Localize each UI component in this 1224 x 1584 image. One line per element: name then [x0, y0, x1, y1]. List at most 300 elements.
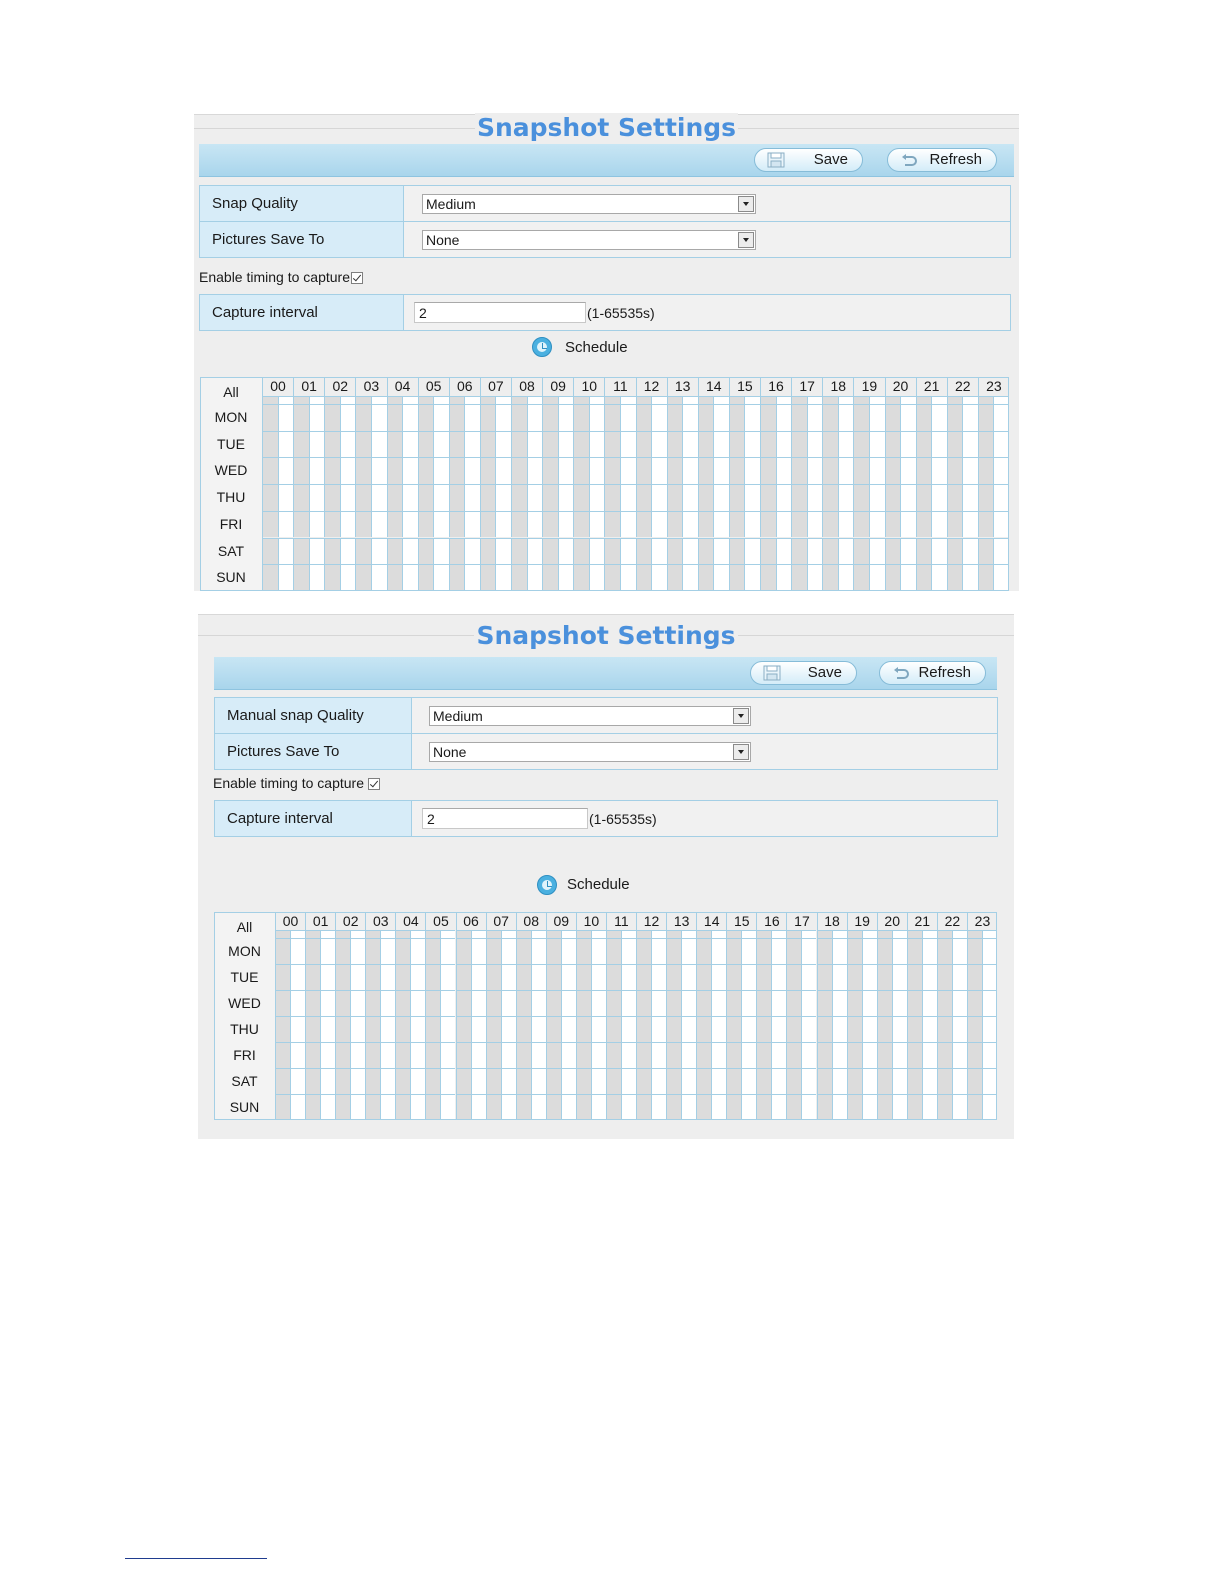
schedule-header-cell[interactable]	[900, 396, 916, 404]
snap-quality-select[interactable]	[422, 194, 756, 214]
schedule-cell[interactable]	[464, 404, 480, 431]
schedule-cell[interactable]	[573, 564, 589, 591]
schedule-cell[interactable]	[847, 990, 862, 1016]
schedule-header-cell[interactable]	[726, 930, 741, 938]
schedule-cell[interactable]	[801, 1016, 816, 1042]
schedule-cell[interactable]	[278, 431, 294, 458]
schedule-hour-01[interactable]: 01	[305, 912, 335, 930]
schedule-cell[interactable]	[395, 1016, 410, 1042]
schedule-header-cell[interactable]	[305, 930, 320, 938]
schedule-cell[interactable]	[558, 564, 574, 591]
schedule-cell[interactable]	[275, 1016, 290, 1042]
schedule-hour-05[interactable]: 05	[418, 377, 449, 396]
schedule-cell[interactable]	[275, 964, 290, 990]
schedule-cell[interactable]	[947, 484, 963, 511]
schedule-cell[interactable]	[418, 511, 434, 538]
schedule-cell[interactable]	[620, 404, 636, 431]
schedule-cell[interactable]	[698, 538, 714, 565]
schedule-cell[interactable]	[651, 964, 666, 990]
schedule-cell[interactable]	[817, 1016, 832, 1042]
schedule-cell[interactable]	[760, 564, 776, 591]
schedule-cell[interactable]	[425, 1068, 440, 1094]
schedule-cell[interactable]	[817, 1068, 832, 1094]
schedule-cell[interactable]	[350, 1094, 365, 1120]
schedule-header-cell[interactable]	[982, 930, 997, 938]
schedule-cell[interactable]	[604, 538, 620, 565]
schedule-cell[interactable]	[573, 484, 589, 511]
schedule-hour-10[interactable]: 10	[576, 912, 606, 930]
schedule-cell[interactable]	[495, 564, 511, 591]
schedule-cell[interactable]	[293, 404, 309, 431]
schedule-cell[interactable]	[822, 431, 838, 458]
schedule-cell[interactable]	[651, 990, 666, 1016]
schedule-cell[interactable]	[561, 964, 576, 990]
schedule-header-cell[interactable]	[931, 396, 947, 404]
schedule-cell[interactable]	[741, 990, 756, 1016]
schedule-cell[interactable]	[395, 1042, 410, 1068]
schedule-header-cell[interactable]	[947, 396, 963, 404]
schedule-cell[interactable]	[666, 1068, 681, 1094]
schedule-cell[interactable]	[531, 964, 546, 990]
schedule-cell[interactable]	[371, 511, 387, 538]
schedule-cell[interactable]	[847, 1042, 862, 1068]
schedule-cell[interactable]	[869, 404, 885, 431]
schedule-hour-20[interactable]: 20	[877, 912, 907, 930]
schedule-cell[interactable]	[558, 484, 574, 511]
schedule-cell[interactable]	[681, 1068, 696, 1094]
schedule-day-thu[interactable]: THU	[230, 1021, 259, 1037]
schedule-hour-09[interactable]: 09	[542, 377, 573, 396]
schedule-cell[interactable]	[776, 564, 792, 591]
schedule-cell[interactable]	[501, 1042, 516, 1068]
schedule-cell[interactable]	[501, 1068, 516, 1094]
schedule-cell[interactable]	[410, 990, 425, 1016]
schedule-header-cell[interactable]	[589, 396, 605, 404]
schedule-cell[interactable]	[729, 457, 745, 484]
schedule-cell[interactable]	[666, 1016, 681, 1042]
schedule-cell[interactable]	[931, 564, 947, 591]
schedule-header-cell[interactable]	[962, 396, 978, 404]
schedule-header-cell[interactable]	[591, 930, 606, 938]
schedule-cell[interactable]	[440, 1042, 455, 1068]
schedule-cell[interactable]	[324, 538, 340, 565]
schedule-header-cell[interactable]	[907, 930, 922, 938]
schedule-cell[interactable]	[387, 431, 403, 458]
schedule-cell[interactable]	[922, 1094, 937, 1120]
schedule-cell[interactable]	[822, 564, 838, 591]
schedule-cell[interactable]	[869, 457, 885, 484]
schedule-cell[interactable]	[696, 1042, 711, 1068]
schedule-cell[interactable]	[433, 404, 449, 431]
schedule-cell[interactable]	[729, 431, 745, 458]
schedule-cell[interactable]	[916, 511, 932, 538]
schedule-header-cell[interactable]	[350, 930, 365, 938]
schedule-cell[interactable]	[433, 484, 449, 511]
schedule-cell[interactable]	[916, 404, 932, 431]
schedule-header-cell[interactable]	[604, 396, 620, 404]
schedule-cell[interactable]	[967, 990, 982, 1016]
schedule-cell[interactable]	[501, 1094, 516, 1120]
schedule-cell[interactable]	[711, 1016, 726, 1042]
schedule-cell[interactable]	[807, 538, 823, 565]
schedule-cell[interactable]	[726, 1068, 741, 1094]
schedule-header-cell[interactable]	[395, 930, 410, 938]
schedule-header-cell[interactable]	[916, 396, 932, 404]
schedule-cell[interactable]	[410, 1094, 425, 1120]
schedule-cell[interactable]	[320, 990, 335, 1016]
schedule-cell[interactable]	[350, 938, 365, 964]
schedule-cell[interactable]	[558, 538, 574, 565]
schedule-header-cell[interactable]	[471, 930, 486, 938]
schedule-cell[interactable]	[636, 990, 651, 1016]
schedule-cell[interactable]	[862, 1042, 877, 1068]
schedule-cell[interactable]	[636, 538, 652, 565]
schedule-cell[interactable]	[620, 538, 636, 565]
schedule-hour-05[interactable]: 05	[425, 912, 455, 930]
schedule-cell[interactable]	[275, 938, 290, 964]
schedule-cell[interactable]	[456, 1094, 471, 1120]
save-button[interactable]	[750, 661, 857, 685]
schedule-cell[interactable]	[817, 1042, 832, 1068]
schedule-cell[interactable]	[471, 1094, 486, 1120]
schedule-cell[interactable]	[305, 1016, 320, 1042]
schedule-cell[interactable]	[589, 404, 605, 431]
schedule-header-cell[interactable]	[464, 396, 480, 404]
schedule-cell[interactable]	[667, 431, 683, 458]
schedule-cell[interactable]	[892, 1068, 907, 1094]
schedule-cell[interactable]	[449, 564, 465, 591]
capture-interval-input[interactable]	[422, 808, 588, 829]
schedule-cell[interactable]	[309, 431, 325, 458]
schedule-cell[interactable]	[589, 564, 605, 591]
schedule-cell[interactable]	[922, 964, 937, 990]
schedule-cell[interactable]	[387, 404, 403, 431]
schedule-header-cell[interactable]	[561, 930, 576, 938]
schedule-cell[interactable]	[993, 484, 1009, 511]
schedule-cell[interactable]	[527, 431, 543, 458]
schedule-cell[interactable]	[756, 938, 771, 964]
schedule-cell[interactable]	[741, 1042, 756, 1068]
schedule-cell[interactable]	[305, 964, 320, 990]
schedule-cell[interactable]	[667, 538, 683, 565]
schedule-cell[interactable]	[711, 990, 726, 1016]
schedule-header-cell[interactable]	[355, 396, 371, 404]
schedule-cell[interactable]	[760, 484, 776, 511]
schedule-day-fri[interactable]: FRI	[219, 515, 243, 532]
schedule-cell[interactable]	[262, 538, 278, 565]
schedule-cell[interactable]	[395, 990, 410, 1016]
schedule-cell[interactable]	[290, 1016, 305, 1042]
schedule-cell[interactable]	[681, 1094, 696, 1120]
schedule-cell[interactable]	[952, 1016, 967, 1042]
schedule-cell[interactable]	[713, 431, 729, 458]
schedule-cell[interactable]	[791, 484, 807, 511]
schedule-cell[interactable]	[516, 938, 531, 964]
schedule-cell[interactable]	[305, 990, 320, 1016]
schedule-cell[interactable]	[636, 1016, 651, 1042]
schedule-cell[interactable]	[853, 538, 869, 565]
schedule-cell[interactable]	[275, 1068, 290, 1094]
schedule-cell[interactable]	[636, 404, 652, 431]
schedule-cell[interactable]	[449, 404, 465, 431]
schedule-cell[interactable]	[832, 1042, 847, 1068]
schedule-cell[interactable]	[651, 1094, 666, 1120]
schedule-cell[interactable]	[682, 431, 698, 458]
schedule-cell[interactable]	[511, 564, 527, 591]
schedule-cell[interactable]	[651, 404, 667, 431]
schedule-hour-16[interactable]: 16	[760, 377, 791, 396]
schedule-cell[interactable]	[832, 1068, 847, 1094]
schedule-cell[interactable]	[604, 431, 620, 458]
schedule-cell[interactable]	[729, 564, 745, 591]
schedule-cell[interactable]	[305, 1042, 320, 1068]
schedule-header-cell[interactable]	[486, 930, 501, 938]
schedule-cell[interactable]	[681, 990, 696, 1016]
schedule-cell[interactable]	[760, 538, 776, 565]
schedule-cell[interactable]	[531, 938, 546, 964]
schedule-cell[interactable]	[278, 564, 294, 591]
schedule-cell[interactable]	[862, 990, 877, 1016]
schedule-cell[interactable]	[869, 484, 885, 511]
schedule-cell[interactable]	[620, 564, 636, 591]
schedule-cell[interactable]	[822, 538, 838, 565]
schedule-cell[interactable]	[380, 1094, 395, 1120]
schedule-cell[interactable]	[606, 1016, 621, 1042]
schedule-hour-12[interactable]: 12	[636, 912, 666, 930]
schedule-cell[interactable]	[651, 1042, 666, 1068]
schedule-cell[interactable]	[542, 538, 558, 565]
schedule-cell[interactable]	[937, 964, 952, 990]
schedule-header-cell[interactable]	[838, 396, 854, 404]
schedule-cell[interactable]	[698, 457, 714, 484]
schedule-cell[interactable]	[838, 484, 854, 511]
schedule-cell[interactable]	[320, 1042, 335, 1068]
schedule-cell[interactable]	[371, 564, 387, 591]
schedule-cell[interactable]	[293, 484, 309, 511]
schedule-cell[interactable]	[947, 538, 963, 565]
schedule-cell[interactable]	[729, 538, 745, 565]
schedule-cell[interactable]	[786, 1068, 801, 1094]
schedule-cell[interactable]	[402, 404, 418, 431]
schedule-cell[interactable]	[900, 431, 916, 458]
schedule-cell[interactable]	[501, 938, 516, 964]
schedule-cell[interactable]	[480, 457, 496, 484]
schedule-header-cell[interactable]	[335, 930, 350, 938]
schedule-cell[interactable]	[962, 511, 978, 538]
schedule-cell[interactable]	[776, 457, 792, 484]
schedule-hour-07[interactable]: 07	[480, 377, 511, 396]
schedule-cell[interactable]	[576, 1042, 591, 1068]
schedule-cell[interactable]	[776, 538, 792, 565]
schedule-header-cell[interactable]	[993, 396, 1009, 404]
schedule-cell[interactable]	[729, 404, 745, 431]
schedule-header-cell[interactable]	[516, 930, 531, 938]
schedule-cell[interactable]	[877, 1094, 892, 1120]
schedule-cell[interactable]	[516, 1094, 531, 1120]
schedule-cell[interactable]	[741, 1068, 756, 1094]
schedule-cell[interactable]	[711, 938, 726, 964]
schedule-cell[interactable]	[495, 457, 511, 484]
schedule-cell[interactable]	[807, 484, 823, 511]
schedule-header-cell[interactable]	[696, 930, 711, 938]
schedule-cell[interactable]	[711, 1094, 726, 1120]
schedule-cell[interactable]	[636, 1094, 651, 1120]
schedule-cell[interactable]	[305, 1068, 320, 1094]
manual-snap-quality-select[interactable]	[429, 706, 751, 726]
schedule-cell[interactable]	[320, 1094, 335, 1120]
schedule-cell[interactable]	[527, 538, 543, 565]
schedule-cell[interactable]	[967, 1068, 982, 1094]
schedule-cell[interactable]	[931, 511, 947, 538]
schedule-cell[interactable]	[410, 938, 425, 964]
schedule-cell[interactable]	[365, 1016, 380, 1042]
schedule-cell[interactable]	[262, 404, 278, 431]
schedule-cell[interactable]	[606, 990, 621, 1016]
schedule-cell[interactable]	[418, 484, 434, 511]
schedule-cell[interactable]	[931, 484, 947, 511]
schedule-cell[interactable]	[713, 404, 729, 431]
schedule-cell[interactable]	[744, 511, 760, 538]
schedule-cell[interactable]	[776, 484, 792, 511]
schedule-cell[interactable]	[350, 990, 365, 1016]
schedule-day-sun[interactable]: SUN	[216, 569, 246, 586]
schedule-cell[interactable]	[621, 964, 636, 990]
schedule-cell[interactable]	[744, 404, 760, 431]
schedule-cell[interactable]	[546, 1068, 561, 1094]
schedule-day-thu[interactable]: THU	[216, 489, 246, 506]
schedule-cell[interactable]	[741, 964, 756, 990]
schedule-cell[interactable]	[546, 1094, 561, 1120]
schedule-cell[interactable]	[340, 404, 356, 431]
schedule-cell[interactable]	[425, 1042, 440, 1068]
schedule-cell[interactable]	[682, 457, 698, 484]
schedule-cell[interactable]	[666, 964, 681, 990]
schedule-cell[interactable]	[486, 938, 501, 964]
schedule-cell[interactable]	[456, 1042, 471, 1068]
schedule-cell[interactable]	[847, 1068, 862, 1094]
schedule-cell[interactable]	[456, 964, 471, 990]
schedule-cell[interactable]	[651, 511, 667, 538]
schedule-day-mon[interactable]: MON	[214, 409, 248, 425]
schedule-cell[interactable]	[869, 538, 885, 565]
schedule-cell[interactable]	[620, 431, 636, 458]
schedule-cell[interactable]	[696, 1094, 711, 1120]
schedule-header-cell[interactable]	[877, 930, 892, 938]
schedule-cell[interactable]	[604, 404, 620, 431]
schedule-cell[interactable]	[666, 1042, 681, 1068]
schedule-cell[interactable]	[355, 538, 371, 565]
schedule-cell[interactable]	[589, 538, 605, 565]
schedule-cell[interactable]	[495, 431, 511, 458]
schedule-cell[interactable]	[531, 990, 546, 1016]
schedule-cell[interactable]	[387, 538, 403, 565]
schedule-cell[interactable]	[667, 511, 683, 538]
schedule-day-sat[interactable]: SAT	[217, 542, 245, 559]
schedule-hour-11[interactable]: 11	[606, 912, 636, 930]
schedule-header-cell[interactable]	[309, 396, 325, 404]
schedule-cell[interactable]	[744, 457, 760, 484]
schedule-header-cell[interactable]	[576, 930, 591, 938]
schedule-cell[interactable]	[320, 1016, 335, 1042]
schedule-cell[interactable]	[952, 964, 967, 990]
schedule-cell[interactable]	[275, 990, 290, 1016]
schedule-cell[interactable]	[262, 511, 278, 538]
schedule-hour-19[interactable]: 19	[853, 377, 884, 396]
schedule-cell[interactable]	[900, 484, 916, 511]
schedule-cell[interactable]	[817, 938, 832, 964]
schedule-cell[interactable]	[776, 431, 792, 458]
schedule-cell[interactable]	[324, 431, 340, 458]
schedule-cell[interactable]	[696, 1068, 711, 1094]
schedule-cell[interactable]	[527, 484, 543, 511]
schedule-header-cell[interactable]	[832, 930, 847, 938]
schedule-cell[interactable]	[262, 431, 278, 458]
schedule-cell[interactable]	[305, 1094, 320, 1120]
schedule-cell[interactable]	[546, 964, 561, 990]
schedule-header-cell[interactable]	[558, 396, 574, 404]
schedule-cell[interactable]	[278, 538, 294, 565]
schedule-cell[interactable]	[922, 938, 937, 964]
schedule-cell[interactable]	[471, 938, 486, 964]
schedule-cell[interactable]	[546, 1042, 561, 1068]
schedule-cell[interactable]	[892, 1094, 907, 1120]
schedule-cell[interactable]	[290, 964, 305, 990]
schedule-cell[interactable]	[589, 457, 605, 484]
schedule-cell[interactable]	[418, 564, 434, 591]
schedule-cell[interactable]	[937, 990, 952, 1016]
schedule-cell[interactable]	[410, 1068, 425, 1094]
schedule-cell[interactable]	[531, 1042, 546, 1068]
schedule-cell[interactable]	[916, 431, 932, 458]
schedule-header-cell[interactable]	[666, 930, 681, 938]
schedule-hour-04[interactable]: 04	[395, 912, 425, 930]
schedule-hour-18[interactable]: 18	[822, 377, 853, 396]
schedule-hour-02[interactable]: 02	[335, 912, 365, 930]
schedule-cell[interactable]	[355, 404, 371, 431]
schedule-cell[interactable]	[464, 511, 480, 538]
schedule-cell[interactable]	[776, 404, 792, 431]
schedule-cell[interactable]	[993, 538, 1009, 565]
schedule-cell[interactable]	[666, 938, 681, 964]
schedule-cell[interactable]	[387, 457, 403, 484]
schedule-cell[interactable]	[947, 564, 963, 591]
schedule-cell[interactable]	[786, 990, 801, 1016]
schedule-cell[interactable]	[621, 1042, 636, 1068]
capture-interval-input[interactable]	[414, 302, 586, 323]
schedule-cell[interactable]	[511, 404, 527, 431]
schedule-cell[interactable]	[573, 431, 589, 458]
schedule-hour-13[interactable]: 13	[667, 377, 698, 396]
schedule-cell[interactable]	[558, 511, 574, 538]
schedule-cell[interactable]	[456, 990, 471, 1016]
schedule-cell[interactable]	[440, 1094, 455, 1120]
schedule-cell[interactable]	[636, 1042, 651, 1068]
schedule-cell[interactable]	[726, 938, 741, 964]
schedule-cell[interactable]	[791, 511, 807, 538]
schedule-cell[interactable]	[471, 990, 486, 1016]
schedule-cell[interactable]	[471, 1068, 486, 1094]
schedule-cell[interactable]	[651, 1016, 666, 1042]
schedule-cell[interactable]	[561, 938, 576, 964]
schedule-cell[interactable]	[589, 484, 605, 511]
schedule-cell[interactable]	[982, 964, 997, 990]
schedule-cell[interactable]	[471, 1042, 486, 1068]
schedule-cell[interactable]	[573, 511, 589, 538]
schedule-cell[interactable]	[606, 1042, 621, 1068]
schedule-cell[interactable]	[838, 457, 854, 484]
schedule-hour-01[interactable]: 01	[293, 377, 324, 396]
schedule-cell[interactable]	[916, 457, 932, 484]
